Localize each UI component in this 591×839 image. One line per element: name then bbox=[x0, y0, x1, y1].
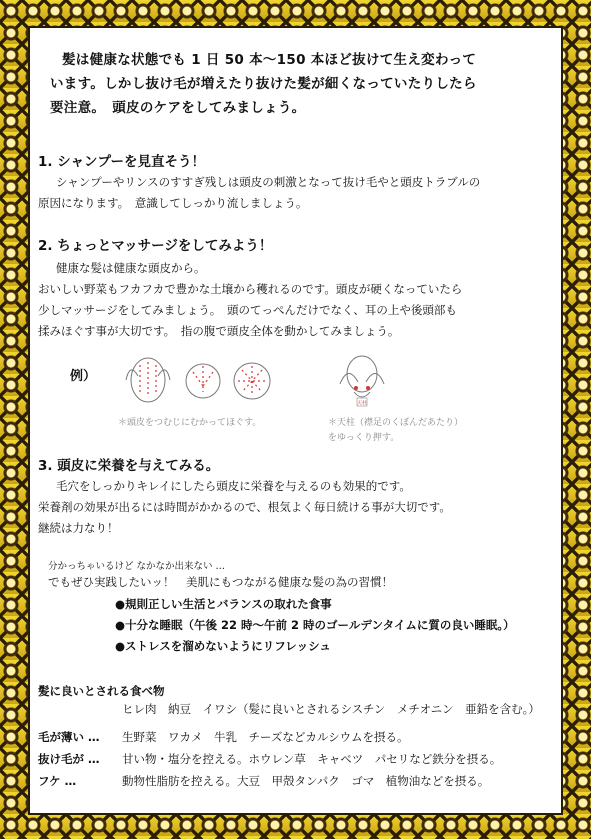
foods-row-value: 動物性脂肪を控える。大豆 甲殻タンパク ゴマ 植物油などを摂る。 bbox=[122, 774, 490, 788]
body-line: シャンプーやリンスのすすぎ残しは頭皮の刺激となって抜け毛やと頭皮トラブルの bbox=[56, 175, 481, 189]
caption-scalp-massage bbox=[118, 416, 261, 431]
foods-row-key: 抜け毛が … bbox=[38, 752, 100, 766]
section2-body bbox=[38, 258, 548, 342]
caption-line: ＊頭皮をつむじにむかってほぐす。 bbox=[118, 418, 262, 428]
caption-line: ＊天柱（襟足のくぼんだあたり） bbox=[328, 418, 464, 428]
foods-table bbox=[38, 726, 501, 792]
section3-heading: 3. 頭皮に栄養を与えてみる。 bbox=[38, 458, 220, 474]
foods-row-value: 甘い物・塩分を控える。ホウレン草 キャベツ パセリなど鉄分を摂る。 bbox=[122, 752, 502, 766]
body-line: おいしい野菜もフカフカで豊かな土壌から穫れるのです。頭皮が硬くなっていたら bbox=[38, 282, 463, 296]
foods-row-key: フケ … bbox=[38, 774, 77, 788]
habits-list bbox=[115, 594, 515, 657]
habits-lead: でもぜひ実践したいッ！ 美肌にもつながる健康な髪の為の習慣！ bbox=[48, 575, 393, 589]
head-massage-illustration-1 bbox=[120, 350, 176, 412]
section2-heading: 2. ちょっとマッサージをしてみよう！ bbox=[38, 238, 273, 254]
intro-paragraph bbox=[50, 48, 545, 120]
tenchu-tag: 天柱 bbox=[356, 400, 368, 407]
massage-illustrations bbox=[30, 350, 563, 450]
body-line: 継続は力なり！ bbox=[38, 521, 119, 535]
body-line: 揉みほぐす事が大切です。 指の腹で頭皮全体を動かしてみましょう。 bbox=[38, 324, 400, 338]
list-item: ●規則正しい生活とバランスの取れた食事 bbox=[115, 597, 332, 611]
intro-line: 髪は健康な状態でも 1 日 50 本〜150 本ほど抜けて生え変わって bbox=[62, 52, 477, 68]
intro-line: 要注意。 頭皮のケアをしてみましょう。 bbox=[50, 100, 306, 116]
body-line: 原因になります。 意識してしっかり流しましょう。 bbox=[38, 196, 308, 210]
list-item: ●十分な睡眠（午後 22 時〜午前 2 時のゴールデンタイムに質の良い睡眠。） bbox=[115, 618, 515, 632]
foods-row bbox=[38, 770, 501, 792]
body-line: 毛穴をしっかりキレイにしたら頭皮に栄養を与えるのも効果的です。 bbox=[56, 479, 411, 493]
foods-row bbox=[38, 748, 501, 770]
foods-row bbox=[38, 726, 501, 748]
head-massage-illustration-2 bbox=[182, 358, 224, 404]
caption-line: をゆっくり押す。 bbox=[328, 433, 400, 443]
section1-heading: 1. シャンプーを見直そう！ bbox=[38, 154, 206, 170]
body-line: 健康な髪は健康な頭皮から。 bbox=[56, 261, 206, 275]
intro-line: います。しかし抜け毛が増えたり抜けた髪が細くなっていたりしたら bbox=[50, 76, 477, 92]
section1-body bbox=[38, 172, 548, 214]
head-massage-illustration-3 bbox=[230, 358, 274, 404]
body-line: 栄養剤の効果が出るには時間がかかるので、根気よく毎日続ける事が大切です。 bbox=[38, 500, 451, 514]
list-item: ●ストレスを溜めないようにリフレッシュ bbox=[115, 639, 331, 653]
document-page bbox=[28, 26, 563, 815]
example-label: 例） bbox=[70, 369, 97, 384]
body-line: 少しマッサージをしてみましょう。 頭のてっぺんだけでなく、耳の上や後頭部も bbox=[38, 303, 457, 317]
foods-title: 髪に良いとされる食べ物 bbox=[38, 684, 165, 698]
foods-row-value: 生野菜 ワカメ 牛乳 チーズなどカルシウムを摂る。 bbox=[122, 730, 409, 744]
section3-body bbox=[38, 476, 548, 539]
habits-small-note: 分かっちゃいるけど なかなか出来ない … bbox=[48, 561, 226, 572]
head-tenchu-illustration bbox=[330, 350, 394, 414]
foods-main: ヒレ肉 納豆 イワシ（髪に良いとされるシスチン メチオニン 亜鉛を含む。） bbox=[122, 702, 540, 716]
foods-row-key: 毛が薄い … bbox=[38, 730, 100, 744]
caption-tenchu bbox=[328, 416, 463, 446]
